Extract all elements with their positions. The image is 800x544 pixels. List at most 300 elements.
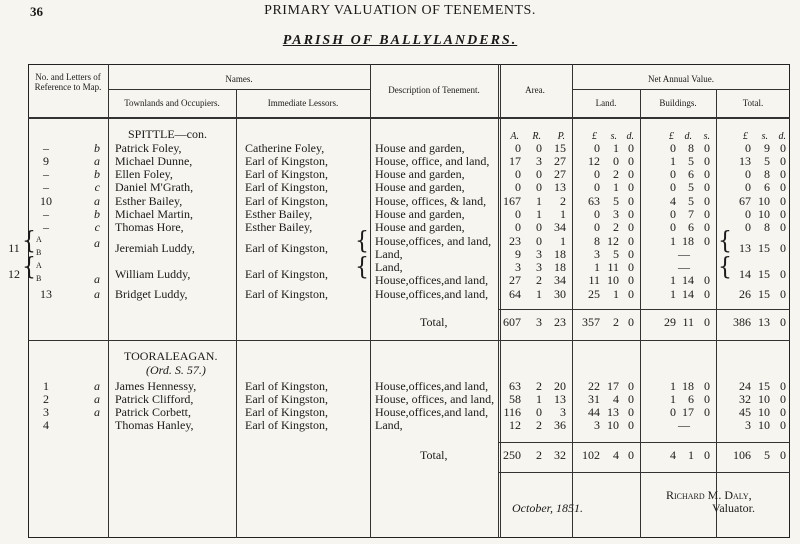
land-value: 3	[594, 247, 600, 261]
total-value: 0	[780, 241, 786, 255]
total-label: Total,	[420, 315, 448, 329]
land-value: 0	[628, 273, 634, 287]
land-value: 10	[607, 418, 619, 432]
area-value: 0	[515, 207, 521, 221]
buildings-value: 0	[704, 180, 710, 194]
map-number: 3	[43, 405, 49, 419]
land-value: 5	[613, 247, 619, 261]
occupier: Michael Dunne,	[115, 154, 193, 168]
area-value: 3	[536, 154, 542, 168]
land-value: 12	[607, 234, 619, 248]
description: House, offices, and land,	[375, 392, 495, 406]
area-total: 250	[503, 448, 521, 462]
buildings-value: 1	[670, 379, 676, 393]
map-number: 2	[43, 392, 49, 406]
description: Land,	[375, 418, 403, 432]
occupier: Thomas Hore,	[115, 220, 184, 234]
map-letter: a	[94, 272, 100, 286]
buildings-value: 0	[670, 220, 676, 234]
grand-total: 0	[780, 315, 786, 329]
area-value: 2	[536, 273, 542, 287]
description-brace: {	[355, 253, 369, 282]
land-value: 0	[628, 180, 634, 194]
buildings-value: 18	[682, 379, 694, 393]
map-number: 11	[8, 241, 20, 255]
land-total: 4	[613, 448, 619, 462]
area-value: 20	[554, 379, 566, 393]
area-value: 0	[536, 180, 542, 194]
header-description: Description of Tenement.	[388, 85, 480, 95]
total-value: 0	[780, 167, 786, 181]
col-rule-names	[108, 64, 109, 538]
area-value: 0	[515, 141, 521, 155]
valuator-title: Valuator.	[712, 501, 755, 515]
area-value: 9	[515, 247, 521, 261]
buildings-value: 6	[688, 220, 694, 234]
area-value: 30	[554, 287, 566, 301]
land-value: 2	[613, 220, 619, 234]
area-value: 0	[536, 167, 542, 181]
buildings-value: 8	[688, 141, 694, 155]
land-value: 1	[613, 180, 619, 194]
area-value: 116	[503, 405, 521, 419]
map-letter: a	[94, 194, 100, 208]
map-number: 13	[40, 287, 52, 301]
land-value: 0	[628, 207, 634, 221]
land-value: 0	[628, 194, 634, 208]
sub-letter: B	[36, 248, 42, 257]
total-value: 0	[780, 379, 786, 393]
buildings-value: 14	[682, 287, 694, 301]
total-value: 0	[780, 267, 786, 281]
area-value: 27	[554, 167, 566, 181]
description: Land,	[375, 247, 403, 261]
total-value: 14	[739, 267, 751, 281]
area-value: 18	[554, 247, 566, 261]
map-letter: a	[94, 405, 100, 419]
buildings-value: 1	[670, 273, 676, 287]
map-number: –	[43, 180, 49, 194]
occupier: Ellen Foley,	[115, 167, 173, 181]
map-letter: c	[94, 180, 100, 194]
net-value-header-rule	[572, 89, 790, 90]
lessor: Earl of Kingston,	[245, 392, 328, 406]
lessor: Earl of Kingston,	[245, 418, 328, 432]
map-letter: a	[94, 287, 100, 301]
total-value: 0	[780, 180, 786, 194]
map-number: 10	[40, 194, 52, 208]
buildings-value: 0	[704, 141, 710, 155]
buildings-value: 14	[682, 273, 694, 287]
lessor: Earl of Kingston,	[245, 287, 328, 301]
section-rule	[498, 472, 790, 473]
area-total: 607	[503, 315, 521, 329]
land-total: 102	[582, 448, 600, 462]
occupier: Jeremiah Luddy,	[115, 241, 195, 255]
map-letter: a	[94, 392, 100, 406]
unit-label: d.	[778, 131, 786, 142]
area-value: 64	[509, 287, 521, 301]
land-value: 2	[613, 167, 619, 181]
area-value: 0	[536, 234, 542, 248]
description: House, office, and land,	[375, 154, 490, 168]
buildings-value: 0	[670, 141, 676, 155]
lessor: Earl of Kingston,	[245, 405, 328, 419]
description: House,offices,and land,	[375, 379, 489, 393]
land-value: 0	[628, 167, 634, 181]
map-letter: b	[94, 141, 100, 155]
land-value: 17	[607, 379, 619, 393]
map-letter: a	[94, 236, 100, 250]
total-value: 67	[739, 194, 751, 208]
buildings-total: 1	[688, 448, 694, 462]
buildings-value: 1	[670, 392, 676, 406]
unit-label: s.	[703, 131, 710, 142]
total-value: 0	[780, 392, 786, 406]
area-value: 2	[536, 379, 542, 393]
grand-total: 0	[780, 448, 786, 462]
land-value: 11	[607, 260, 619, 274]
total-value: 15	[758, 267, 770, 281]
buildings-total: 29	[664, 315, 676, 329]
lessor: Catherine Foley,	[245, 141, 325, 155]
buildings-value: 1	[670, 234, 676, 248]
sub-letter: A	[36, 235, 42, 244]
buildings-value: —	[678, 260, 690, 274]
total-value: 15	[758, 379, 770, 393]
area-value: 167	[503, 194, 521, 208]
page-number: 36	[30, 4, 43, 19]
land-value: 0	[628, 260, 634, 274]
area-value: 1	[536, 287, 542, 301]
sub-letter: A	[36, 261, 42, 270]
area-value: 3	[536, 247, 542, 261]
land-value: 0	[628, 234, 634, 248]
total-value: 0	[780, 194, 786, 208]
area-value: 36	[554, 418, 566, 432]
area-value: 63	[509, 379, 521, 393]
land-total: 2	[613, 315, 619, 329]
area-value: 1	[536, 207, 542, 221]
land-value: 22	[588, 379, 600, 393]
total-value: 45	[739, 405, 751, 419]
buildings-total: 11	[682, 315, 694, 329]
land-value: 0	[628, 287, 634, 301]
section-rule	[28, 340, 790, 341]
area-value: 18	[554, 260, 566, 274]
buildings-value: 17	[682, 405, 694, 419]
area-value: 27	[509, 273, 521, 287]
lessor: Earl of Kingston,	[245, 379, 328, 393]
area-value: 13	[554, 180, 566, 194]
unit-label: £	[743, 131, 748, 142]
col-rule-total	[716, 89, 717, 538]
buildings-value: 0	[704, 273, 710, 287]
area-value: 1	[536, 194, 542, 208]
total-value: 0	[780, 287, 786, 301]
area-value: 58	[509, 392, 521, 406]
total-value: 0	[745, 167, 751, 181]
lessor: Earl of Kingston,	[245, 167, 328, 181]
lessor: Earl of Kingston,	[245, 154, 328, 168]
buildings-value: 0	[704, 287, 710, 301]
area-value: 1	[560, 207, 566, 221]
area-value: 0	[536, 220, 542, 234]
buildings-value: 0	[704, 194, 710, 208]
area-value: 34	[554, 273, 566, 287]
total-value: 15	[758, 287, 770, 301]
description: House, offices, & land,	[375, 194, 487, 208]
grand-total: 13	[758, 315, 770, 329]
land-value: 31	[588, 392, 600, 406]
lessor: Earl of Kingston,	[245, 194, 328, 208]
total-value: 0	[780, 207, 786, 221]
area-value: 17	[509, 154, 521, 168]
unit-label: A.	[510, 131, 519, 142]
total-value: 26	[739, 287, 751, 301]
total-rule	[498, 309, 790, 310]
total-value: 10	[758, 392, 770, 406]
header-total: Total.	[742, 98, 764, 108]
entry-brace: {	[22, 253, 36, 282]
total-value: 3	[745, 418, 751, 432]
description-brace: {	[355, 227, 369, 256]
names-header-rule	[108, 89, 370, 90]
buildings-value: 0	[704, 154, 710, 168]
townland-name: TOORALEAGAN.	[124, 349, 218, 363]
buildings-value: 6	[688, 167, 694, 181]
header-names: Names.	[225, 74, 253, 84]
description: House,offices,and land,	[375, 405, 489, 419]
col-rule-lessors	[236, 89, 237, 538]
unit-label: s.	[761, 131, 768, 142]
buildings-value: —	[678, 418, 690, 432]
land-value: 0	[628, 392, 634, 406]
land-value: 5	[613, 194, 619, 208]
land-value: 0	[628, 220, 634, 234]
land-value: 0	[628, 418, 634, 432]
grand-total: 386	[733, 315, 751, 329]
buildings-total: 0	[704, 315, 710, 329]
description: House,offices, and land,	[375, 234, 492, 248]
area-value: 2	[560, 194, 566, 208]
lessor: Esther Bailey,	[245, 220, 313, 234]
area-value: 3	[515, 260, 521, 274]
description: House and garden,	[375, 180, 465, 194]
lessor: Earl of Kingston,	[245, 267, 328, 281]
townland-name: SPITTLE—con.	[128, 127, 207, 141]
area-value: 0	[515, 180, 521, 194]
buildings-value: 0	[704, 167, 710, 181]
area-value: 23	[509, 234, 521, 248]
land-value: 0	[594, 220, 600, 234]
total-value: 0	[780, 418, 786, 432]
total-brace: {	[718, 227, 732, 256]
area-value: 3	[560, 405, 566, 419]
area-value: 34	[554, 220, 566, 234]
total-value: 32	[739, 392, 751, 406]
total-value: 0	[745, 207, 751, 221]
unit-label: P.	[557, 131, 565, 142]
ordnance-sheet: (Ord. S. 57.)	[146, 363, 206, 377]
map-number: –	[43, 207, 49, 221]
occupier: William Luddy,	[115, 267, 191, 281]
land-value: 13	[607, 405, 619, 419]
area-value: 15	[554, 141, 566, 155]
area-total: 3	[536, 315, 542, 329]
map-number: 4	[43, 418, 49, 432]
header-net-value: Net Annual Value.	[647, 74, 715, 84]
unit-label: R.	[532, 131, 541, 142]
occupier: Thomas Hanley,	[115, 418, 194, 432]
map-letter: a	[94, 154, 100, 168]
land-value: 11	[588, 273, 600, 287]
area-value: 13	[554, 392, 566, 406]
total-value: 10	[758, 207, 770, 221]
buildings-value: 5	[688, 154, 694, 168]
buildings-value: 0	[670, 167, 676, 181]
land-total: 0	[628, 315, 634, 329]
unit-label: £	[592, 131, 597, 142]
buildings-value: 0	[704, 392, 710, 406]
valuator-name: Richard M. Daly,	[666, 488, 752, 502]
description: House and garden,	[375, 207, 465, 221]
buildings-value: —	[678, 247, 690, 261]
land-value: 0	[594, 167, 600, 181]
map-number: –	[43, 220, 49, 234]
map-letter: c	[94, 220, 100, 234]
header-bottom-rule	[28, 117, 790, 119]
grand-total: 106	[733, 448, 751, 462]
total-value: 5	[764, 154, 770, 168]
land-value: 1	[594, 260, 600, 274]
area-total: 2	[536, 448, 542, 462]
buildings-value: 0	[704, 234, 710, 248]
occupier: Daniel M'Grath,	[115, 180, 194, 194]
total-value: 24	[739, 379, 751, 393]
unit-label: d.	[684, 131, 692, 142]
map-number: –	[43, 167, 49, 181]
total-value: 0	[745, 141, 751, 155]
area-total: 23	[554, 315, 566, 329]
total-value: 0	[745, 180, 751, 194]
description: House and garden,	[375, 220, 465, 234]
parish-subtitle: PARISH OF BALLYLANDERS.	[282, 33, 518, 48]
total-value: 0	[780, 405, 786, 419]
land-total: 0	[628, 448, 634, 462]
area-total: 32	[554, 448, 566, 462]
header-ref: No. and Letters of Reference to Map.	[34, 72, 102, 92]
map-number: 12	[8, 267, 20, 281]
total-value: 0	[780, 220, 786, 234]
buildings-value: 6	[688, 392, 694, 406]
land-value: 44	[588, 405, 600, 419]
map-letter: b	[94, 207, 100, 221]
buildings-value: 0	[704, 379, 710, 393]
total-value: 10	[758, 418, 770, 432]
land-value: 0	[594, 141, 600, 155]
header-townlands: Townlands and Occupiers.	[124, 98, 220, 108]
description: Land,	[375, 260, 403, 274]
header-lessors: Immediate Lessors.	[267, 98, 339, 108]
buildings-value: 0	[670, 405, 676, 419]
total-value: 0	[780, 154, 786, 168]
col-rule-land	[572, 64, 573, 538]
area-value: 0	[536, 141, 542, 155]
description: House,offices,and land,	[375, 273, 489, 287]
land-value: 4	[613, 392, 619, 406]
page-title: PRIMARY VALUATION OF TENEMENTS.	[264, 3, 536, 18]
occupier: Patrick Clifford,	[115, 392, 194, 406]
buildings-value: 0	[670, 180, 676, 194]
land-value: 25	[588, 287, 600, 301]
header-land: Land.	[595, 98, 617, 108]
buildings-value: 18	[682, 234, 694, 248]
description: House and garden,	[375, 141, 465, 155]
total-value: 8	[764, 220, 770, 234]
unit-label: £	[669, 131, 674, 142]
area-value: 3	[536, 260, 542, 274]
area-value: 12	[509, 418, 521, 432]
land-total: 357	[582, 315, 600, 329]
total-value: 8	[764, 167, 770, 181]
land-value: 10	[607, 273, 619, 287]
description: House,offices,and land,	[375, 287, 489, 301]
lessor: Earl of Kingston,	[245, 241, 328, 255]
total-value: 9	[764, 141, 770, 155]
land-value: 63	[588, 194, 600, 208]
land-value: 0	[628, 405, 634, 419]
description: House and garden,	[375, 167, 465, 181]
total-value: 6	[764, 180, 770, 194]
total-value: 13	[739, 154, 751, 168]
land-value: 0	[628, 379, 634, 393]
land-value: 0	[594, 180, 600, 194]
header-area: Area.	[525, 85, 545, 95]
total-value: 10	[758, 194, 770, 208]
buildings-value: 0	[670, 207, 676, 221]
buildings-value: 0	[704, 207, 710, 221]
footer-date: October, 1851.	[512, 501, 583, 515]
unit-label: d.	[626, 131, 634, 142]
map-letter: a	[94, 379, 100, 393]
sub-letter: B	[36, 274, 42, 283]
occupier: James Hennessy,	[115, 379, 197, 393]
occupier: Patrick Corbett,	[115, 405, 191, 419]
land-value: 12	[588, 154, 600, 168]
area-value: 0	[515, 167, 521, 181]
total-value: 15	[758, 241, 770, 255]
area-value: 0	[515, 220, 521, 234]
occupier: Bridget Luddy,	[115, 287, 188, 301]
land-value: 1	[613, 287, 619, 301]
col-rule-description	[370, 64, 371, 538]
map-number: 1	[43, 379, 49, 393]
buildings-value: 7	[688, 207, 694, 221]
buildings-value: 0	[704, 220, 710, 234]
lessor: Earl of Kingston,	[245, 180, 328, 194]
area-value: 2	[536, 418, 542, 432]
map-number: –	[43, 141, 49, 155]
unit-label: s.	[610, 131, 617, 142]
occupier: Esther Bailey,	[115, 194, 183, 208]
land-value: 0	[628, 141, 634, 155]
land-value: 0	[613, 154, 619, 168]
occupier: Michael Martin,	[115, 207, 193, 221]
map-number: 9	[43, 154, 49, 168]
buildings-value: 1	[670, 287, 676, 301]
entry-brace: {	[22, 227, 36, 256]
